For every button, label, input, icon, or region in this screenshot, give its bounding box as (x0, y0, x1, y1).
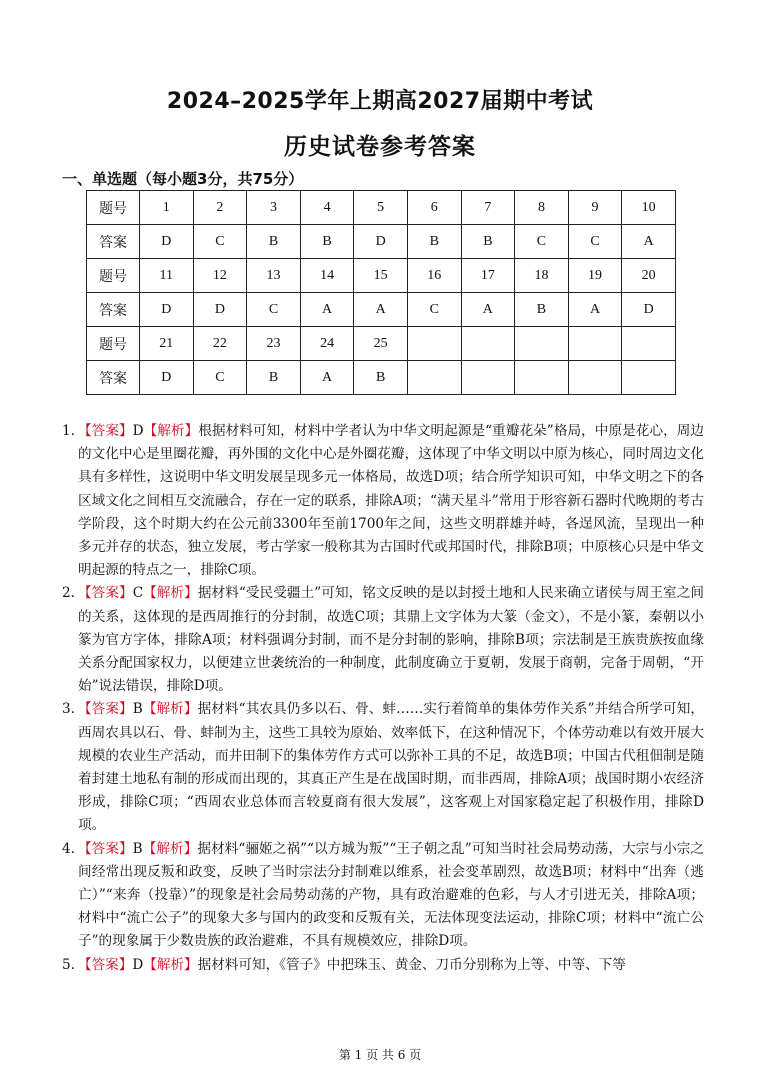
analysis-item (62, 954, 704, 977)
row-label-cell: 答案 (87, 293, 140, 327)
table-cell: 3 (247, 191, 301, 225)
table-cell: C (407, 293, 461, 327)
table-cell: B (300, 225, 354, 259)
analysis-item (62, 420, 704, 582)
analysis-text: 据材料可知，《管子》中把珠玉、黄金、刀币分别称为上等、中等、下等 (197, 956, 626, 973)
table-cell: A (568, 293, 622, 327)
table-cell: 2 (193, 191, 247, 225)
table-cell (515, 361, 569, 395)
table-cell: 24 (300, 327, 354, 361)
table-cell: 22 (193, 327, 247, 361)
answer-letter: D (132, 956, 144, 973)
table-cell (622, 327, 676, 361)
answer-tag: 【答案】 (78, 840, 133, 857)
table-cell: 19 (568, 259, 622, 293)
table-cell: 8 (515, 191, 569, 225)
item-number: 1. (62, 423, 75, 439)
table-cell: A (622, 225, 676, 259)
table-cell: D (193, 293, 247, 327)
table-row (87, 327, 676, 361)
table-cell: 25 (354, 327, 408, 361)
table-cell: A (461, 293, 515, 327)
table-cell: D (622, 293, 676, 327)
row-label-cell: 答案 (87, 361, 140, 395)
page-footer: 第 1 页 共 6 页 (338, 1048, 422, 1062)
table-cell: B (461, 225, 515, 259)
section-heading: 一、单选题（每小题3分，共75分） (62, 170, 304, 188)
analysis-item (62, 838, 704, 954)
table-cell (407, 327, 461, 361)
analysis-text: 据材料“骊姬之祸”“以方城为叛”“王子朝之乱”可知当时社会局势动荡，大宗与小宗之间经常出现反叛和政变，反映了当时宗法分封制难以维系，社会变革剧烈，故选B项；材料中“出奔（逃亡）”“来奔（投靠）”的现象是社会局势动荡的产物，具有政治避难的色彩，与人才引进无关，排除A项；材料中“流亡公子”的现象大多与国内的政变和反叛有关，无法体现变法运动，排除C项；材料中“流亡公子”的现象属于少数贵族的政治避难，不具有规模效应，排除D项。 (78, 840, 705, 950)
answer-letter: D (132, 423, 144, 439)
item-number: 4. (62, 840, 75, 857)
table-row (87, 293, 676, 327)
answer-letter: C (132, 585, 144, 602)
table-cell: C (247, 293, 301, 327)
answer-letter: B (132, 840, 143, 857)
table-cell (568, 327, 622, 361)
table-cell: 11 (140, 259, 194, 293)
table-cell (622, 361, 676, 395)
answer-tag: 【答案】 (78, 423, 133, 439)
row-label-cell: 题号 (87, 259, 140, 293)
item-number: 5. (62, 956, 75, 973)
table-cell: 13 (247, 259, 301, 293)
analysis-item (62, 582, 704, 698)
table-cell: B (515, 293, 569, 327)
table-cell: 6 (407, 191, 461, 225)
table-cell: 14 (300, 259, 354, 293)
table-cell: 17 (461, 259, 515, 293)
table-cell (515, 327, 569, 361)
table-cell: B (354, 361, 408, 395)
table-cell: 18 (515, 259, 569, 293)
table-cell (461, 327, 515, 361)
table-cell (461, 361, 515, 395)
table-cell (568, 361, 622, 395)
table-cell: 5 (354, 191, 408, 225)
table-cell (407, 361, 461, 395)
row-label-cell: 题号 (87, 327, 140, 361)
row-label-cell: 题号 (87, 191, 140, 225)
table-cell: D (140, 361, 194, 395)
table-cell: 21 (140, 327, 194, 361)
analysis-tag: 【解析】 (142, 701, 198, 718)
table-cell: D (354, 225, 408, 259)
table-cell: B (247, 225, 301, 259)
answer-letter: B (132, 701, 143, 718)
analysis-text: 根据材料可知，材料中学者认为中华文明起源是“重瓣花朵”格局，中原是花心，周边的文化中心是里圈花瓣，再外围的文化中心是外圈花瓣，这体现了中华文明以中原为核心，同时周边文化具有多样性，这说明中华文明发展呈现多元一体格局，故选D项；结合所学知识可知，中华文明之下的各区域文化之间相互交流融合，存在一定的联系，排除A项；“满天星斗”常用于形容新石器时代晚期的考古学阶段，这个时期大约在公元前3300年至前1700年之间，这些文明群雄并峙，各逞风流，呈现出一种多元并存的状态，独立发展，考古学家一般称其为古国时代或邦国时代，排除B项；中原核心只是中华文明起源的特点之一，排除C项。 (78, 423, 705, 579)
table-cell: C (515, 225, 569, 259)
analysis-item (62, 698, 704, 837)
table-row (87, 191, 676, 225)
table-cell: 12 (193, 259, 247, 293)
table-cell: 20 (622, 259, 676, 293)
table-cell: D (140, 293, 194, 327)
table-cell: A (354, 293, 408, 327)
table-row (87, 361, 676, 395)
table-row (87, 225, 676, 259)
page-subtitle: 历史试卷参考答案 (284, 134, 476, 160)
page-title: 2024–2025学年上期高2027届期中考试 (166, 89, 594, 114)
table-cell: C (193, 361, 247, 395)
table-cell: C (568, 225, 622, 259)
table-cell: 10 (622, 191, 676, 225)
answer-table (86, 190, 676, 395)
table-row (87, 259, 676, 293)
table-cell: D (140, 225, 194, 259)
answer-tag: 【答案】 (78, 585, 133, 602)
table-cell: 16 (407, 259, 461, 293)
item-number: 2. (62, 585, 75, 602)
item-number: 3. (62, 701, 75, 718)
table-cell: C (193, 225, 247, 259)
table-cell: 23 (247, 327, 301, 361)
table-cell: A (300, 293, 354, 327)
analysis-tag: 【解析】 (142, 840, 198, 857)
analysis-tag: 【解析】 (143, 585, 198, 602)
answer-tag: 【答案】 (78, 956, 133, 973)
answer-tag: 【答案】 (78, 701, 133, 718)
table-cell: 15 (354, 259, 408, 293)
table-cell: B (407, 225, 461, 259)
table-cell: 7 (461, 191, 515, 225)
table-cell: 1 (140, 191, 194, 225)
analysis-tag: 【解析】 (143, 423, 199, 439)
table-cell: A (300, 361, 354, 395)
analysis-text: 据材料“受民受疆土”可知，铭文反映的是以封授土地和人民来确立诸侯与周王室之间的关系，这体现的是西周推行的分封制，故选C项；其鼎上文字体为大篆（金文），不是小篆，秦朝以小篆为官方字体，排除A项；材料强调分封制，而不是分封制的影响，排除B项；宗法制是王族贵族按血缘关系分配国家权力，以便建立世袭统治的一种制度，此制度确立于夏朝，发展于商朝，完备于周朝，“开始”说法错误，排除D项。 (78, 585, 704, 695)
analysis-list (62, 420, 704, 977)
table-cell: 4 (300, 191, 354, 225)
analysis-text: 据材料“其农具仍多以石、骨、蚌……实行着简单的集体劳作关系”并结合所学可知，西周农具以石、骨、蚌制为主，这些工具较为原始、效率低下，在这种情况下，个体劳动难以有效开展大规模的农业生产活动，而井田制下的集体劳作方式可以弥补工具的不足，故选B项；中国古代租佃制是随着封建土地私有制的形成而出现的，其真正产生是在战国时期，而非西周，排除A项；战国时期小农经济形成，排除C项；“西周农业总体而言较夏商有很大发展”，这客观上对国家稳定起了积极作用，排除D项。 (78, 701, 705, 834)
analysis-tag: 【解析】 (143, 956, 198, 973)
table-cell: 9 (568, 191, 622, 225)
row-label-cell: 答案 (87, 225, 140, 259)
table-cell: B (247, 361, 301, 395)
